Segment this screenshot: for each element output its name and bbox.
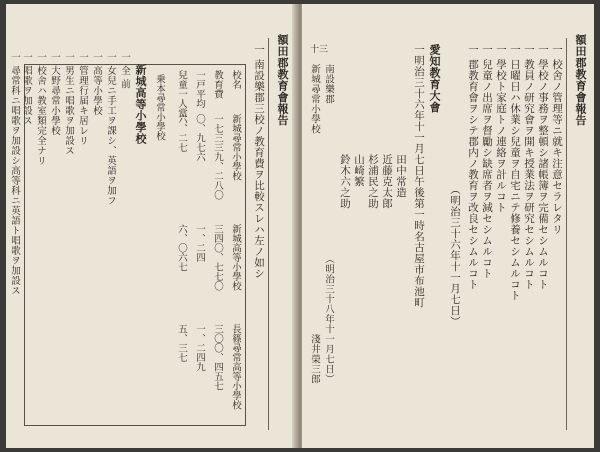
- member-name: 山崎繁: [353, 154, 365, 187]
- member-name: 鈴木六之助: [339, 154, 351, 209]
- signature-date: （明治三十八年十一月七日）: [323, 254, 334, 384]
- table-cell: 一七三三九、二八〇: [212, 114, 223, 200]
- school-name: 新城尋常小學校: [309, 64, 320, 134]
- row-label: 教育費: [212, 70, 223, 99]
- book-spread: [6, 4, 594, 448]
- section-line: 一 男生ニ唱歌ヲ加設ス: [63, 52, 74, 156]
- paragraph: 一 日曜日ハ休業シ兒童ヲ自宅ニテ修養セシムルコト: [509, 44, 521, 301]
- row-label: 兒童一人當: [176, 70, 187, 118]
- section-heading: 新城高等小學校: [134, 64, 147, 145]
- table-cell: 五、三七: [176, 324, 187, 362]
- section-line: 一 女兒ニ手工ヲ課シ、英語ヲ加フ: [105, 52, 116, 206]
- section-line: 一 高等小學校: [91, 52, 102, 116]
- table-title: 一 南設樂郡三校ノ教育費ヲ比較スレハ左ノ如シ: [253, 44, 265, 279]
- table-cell: 六、〇六七: [176, 224, 187, 272]
- left-running-head: 額田郡教育會報告: [276, 34, 289, 126]
- table-cell: 三四〇、七七〇: [212, 224, 223, 291]
- column-header: 長篠尋常高等小學校: [230, 324, 241, 410]
- meeting-date: （明治三十六年十一月七日）: [449, 184, 461, 327]
- member-name: 近藤克太郎: [381, 154, 393, 209]
- section-line: 一 管理行届キ居レリ: [77, 52, 88, 146]
- member-name: 杉浦民之助: [367, 154, 379, 209]
- section-line: 一 校舍ハ教室類完全ナリ: [35, 52, 46, 166]
- meeting-date-line: 一明治三十六年十一月七日午後第一時名古屋市布池町: [413, 44, 425, 308]
- table-cell: 一、二四九: [194, 324, 205, 372]
- row-label: 一戸平均: [194, 70, 205, 108]
- column-rule: [566, 38, 567, 430]
- member-name: 田中常造: [395, 154, 407, 198]
- column-header: 校名: [230, 70, 241, 89]
- paragraph: 一 校舍ノ管理等ニ就キ注意セラレタリ: [551, 44, 563, 235]
- section-line: 一 唱歌ヲ加設ス: [21, 52, 32, 126]
- column-rule: [268, 38, 269, 430]
- signer-name: 淺井榮三郎: [309, 334, 320, 384]
- paragraph: 一 教員ノ研究會ヲ開キ授業法ヲ研究セシムルコト: [523, 44, 535, 290]
- section-line: 一 大野尋常小學校: [49, 52, 60, 136]
- left-page: [6, 4, 298, 448]
- paragraph: 一 兒童ノ出席ヲ督勵シ缺席者ヲ減セシムルコト: [481, 44, 493, 279]
- folio-top: 十三: [310, 45, 329, 55]
- section-line: 一 尋常科ニ唱歌ヲ加設シ高等科ニ英語ト唱歌ヲ加設ス: [9, 52, 20, 296]
- table-cell: 三〇〇、四五七: [212, 324, 223, 391]
- right-running-head: 額田郡教育會報告: [574, 34, 587, 126]
- table-cell: 〇、九七六: [194, 114, 205, 162]
- column-header: 新城尋常小學校: [230, 114, 241, 181]
- school-name: 南設樂郡: [323, 64, 334, 104]
- meeting-heading: 愛知教育大會: [428, 44, 441, 113]
- paragraph: 一 學校ト家庭トノ連絡ヲ計ルコト: [495, 44, 507, 213]
- table-cell: 六、二七: [176, 114, 187, 152]
- paragraph: 一 郡教育會ヲシテ郡内ノ教育ヲ改良セシムルコト: [467, 44, 479, 290]
- section-line: 一 全 前: [119, 52, 130, 90]
- column-header: 新城高等小學校: [230, 224, 241, 291]
- right-page: [302, 4, 594, 448]
- table-footnote: 乗本尋常小學校: [154, 74, 165, 141]
- table-cell: 一、二四: [194, 224, 205, 262]
- paragraph: 一 學校ノ事務ヲ整頓シ諸帳簿ヲ完備セシムルコト: [537, 44, 549, 290]
